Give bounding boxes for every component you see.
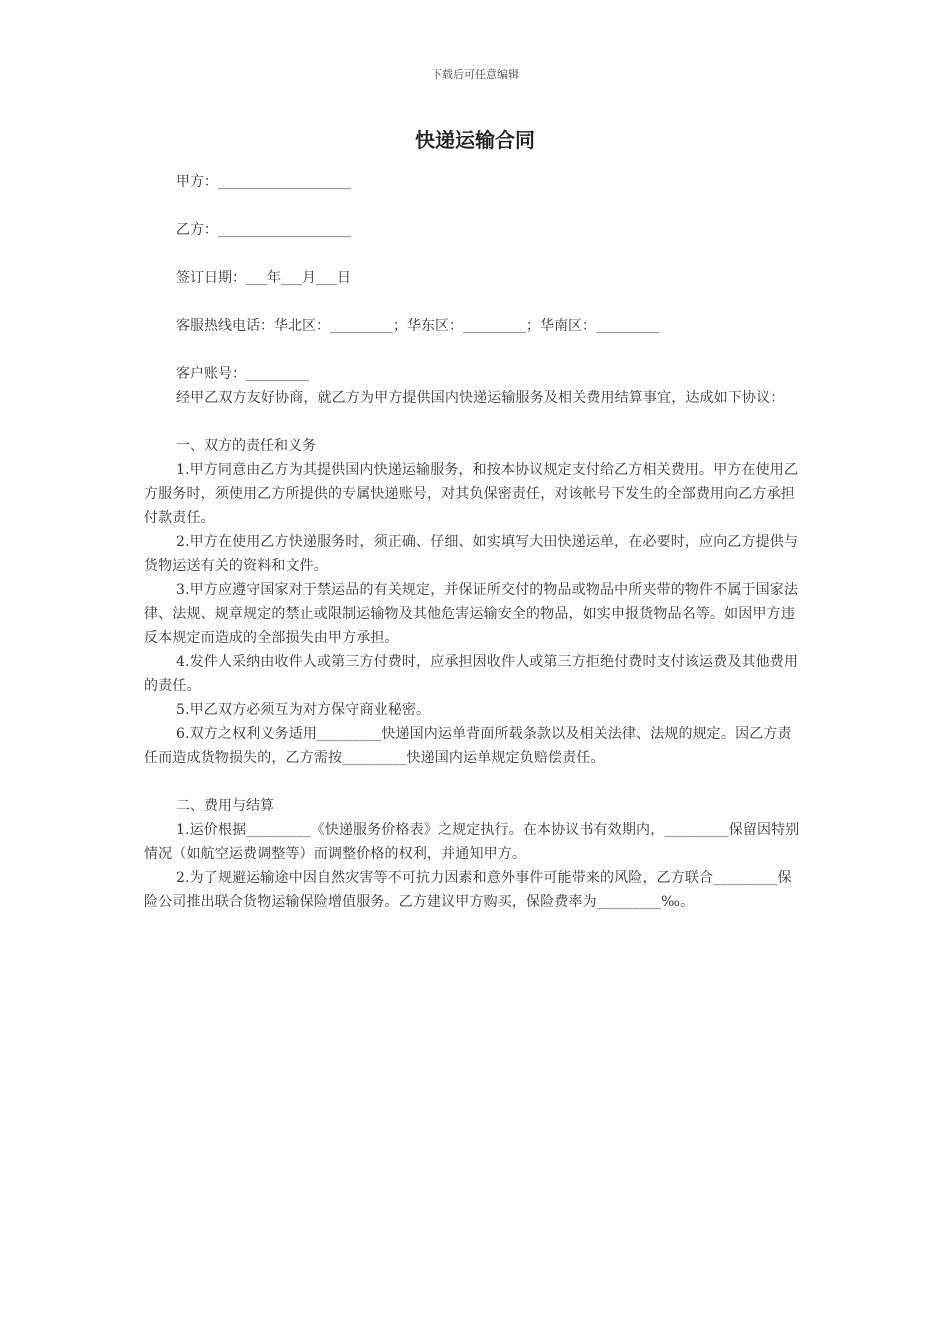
section1-item-6: 6.双方之权利义务适用_________快递国内运单背面所载条款以及相关法律、法规的规定。因乙方责任而造成货物损失的，乙方需按_________快递国内运单规定负赔偿责任。 xyxy=(144,726,792,766)
party-a-field: 甲方：___________________ xyxy=(176,174,351,190)
hotline-field: 客服热线电话：华北区：_________；华东区：_________；华南区：_________ xyxy=(176,318,659,334)
section1-item-3: 3.甲方应遵守国家对于禁运品的有关规定，并保证所交付的物品或物品中所夹带的物件不属于国家法律、法规、规章规定的禁止或限制运输物及其他危害运输安全的物品，如实申报货物品名等。如因甲方违反本规定而造成的全部损失由甲方承担。 xyxy=(144,582,799,646)
section1-item-4: 4.发件人采纳由收件人或第三方付费时，应承担因收件人或第三方拒绝付费时支付该运费及其他费用的责任。 xyxy=(144,654,799,694)
header-note: 下载后可任意编辑 xyxy=(431,68,519,81)
section2-item-2: 2.为了规避运输途中因自然灾害等不可抗力因素和意外事件可能带来的风险，乙方联合_________保险公司推出联合货物运输保险增值服务。乙方建议甲方购买，保险费率为_________‰。 xyxy=(144,870,792,910)
section2-heading: 二、费用与结算 xyxy=(176,798,274,814)
sign-date-field: 签订日期：___年___月___日 xyxy=(176,270,351,286)
intro-paragraph: 经甲乙双方友好协商，就乙方为甲方提供国内快递运输服务及相关费用结算事宜，达成如下协议： xyxy=(176,390,785,406)
account-field: 客户账号：_________ xyxy=(176,366,309,382)
document-title: 快递运输合同 xyxy=(415,128,535,152)
contract-body xyxy=(144,170,804,914)
section1-item-1: 1.甲方同意由乙方为其提供国内快递运输服务，和按本协议规定支付给乙方相关费用。甲方在使用乙方服务时，须使用乙方所提供的专属快递账号，对其负保密责任，对该帐号下发生的全部费用向乙方承担付款责任。 xyxy=(144,462,799,526)
section1-item-2: 2.甲方在使用乙方快递服务时，须正确、仔细、如实填写大田快递运单，在必要时，应向乙方提供与货物运送有关的资料和文件。 xyxy=(144,534,799,574)
party-b-field: 乙方：___________________ xyxy=(176,222,351,238)
section2-item-1: 1.运价根据_________《快递服务价格表》之规定执行。在本协议书有效期内，_________保留因特别情况（如航空运费调整等）而调整价格的权利，并通知甲方。 xyxy=(144,822,800,862)
section1-item-5: 5.甲乙双方必须互为对方保守商业秘密。 xyxy=(176,702,431,718)
section1-heading: 一、双方的责任和义务 xyxy=(176,438,316,454)
